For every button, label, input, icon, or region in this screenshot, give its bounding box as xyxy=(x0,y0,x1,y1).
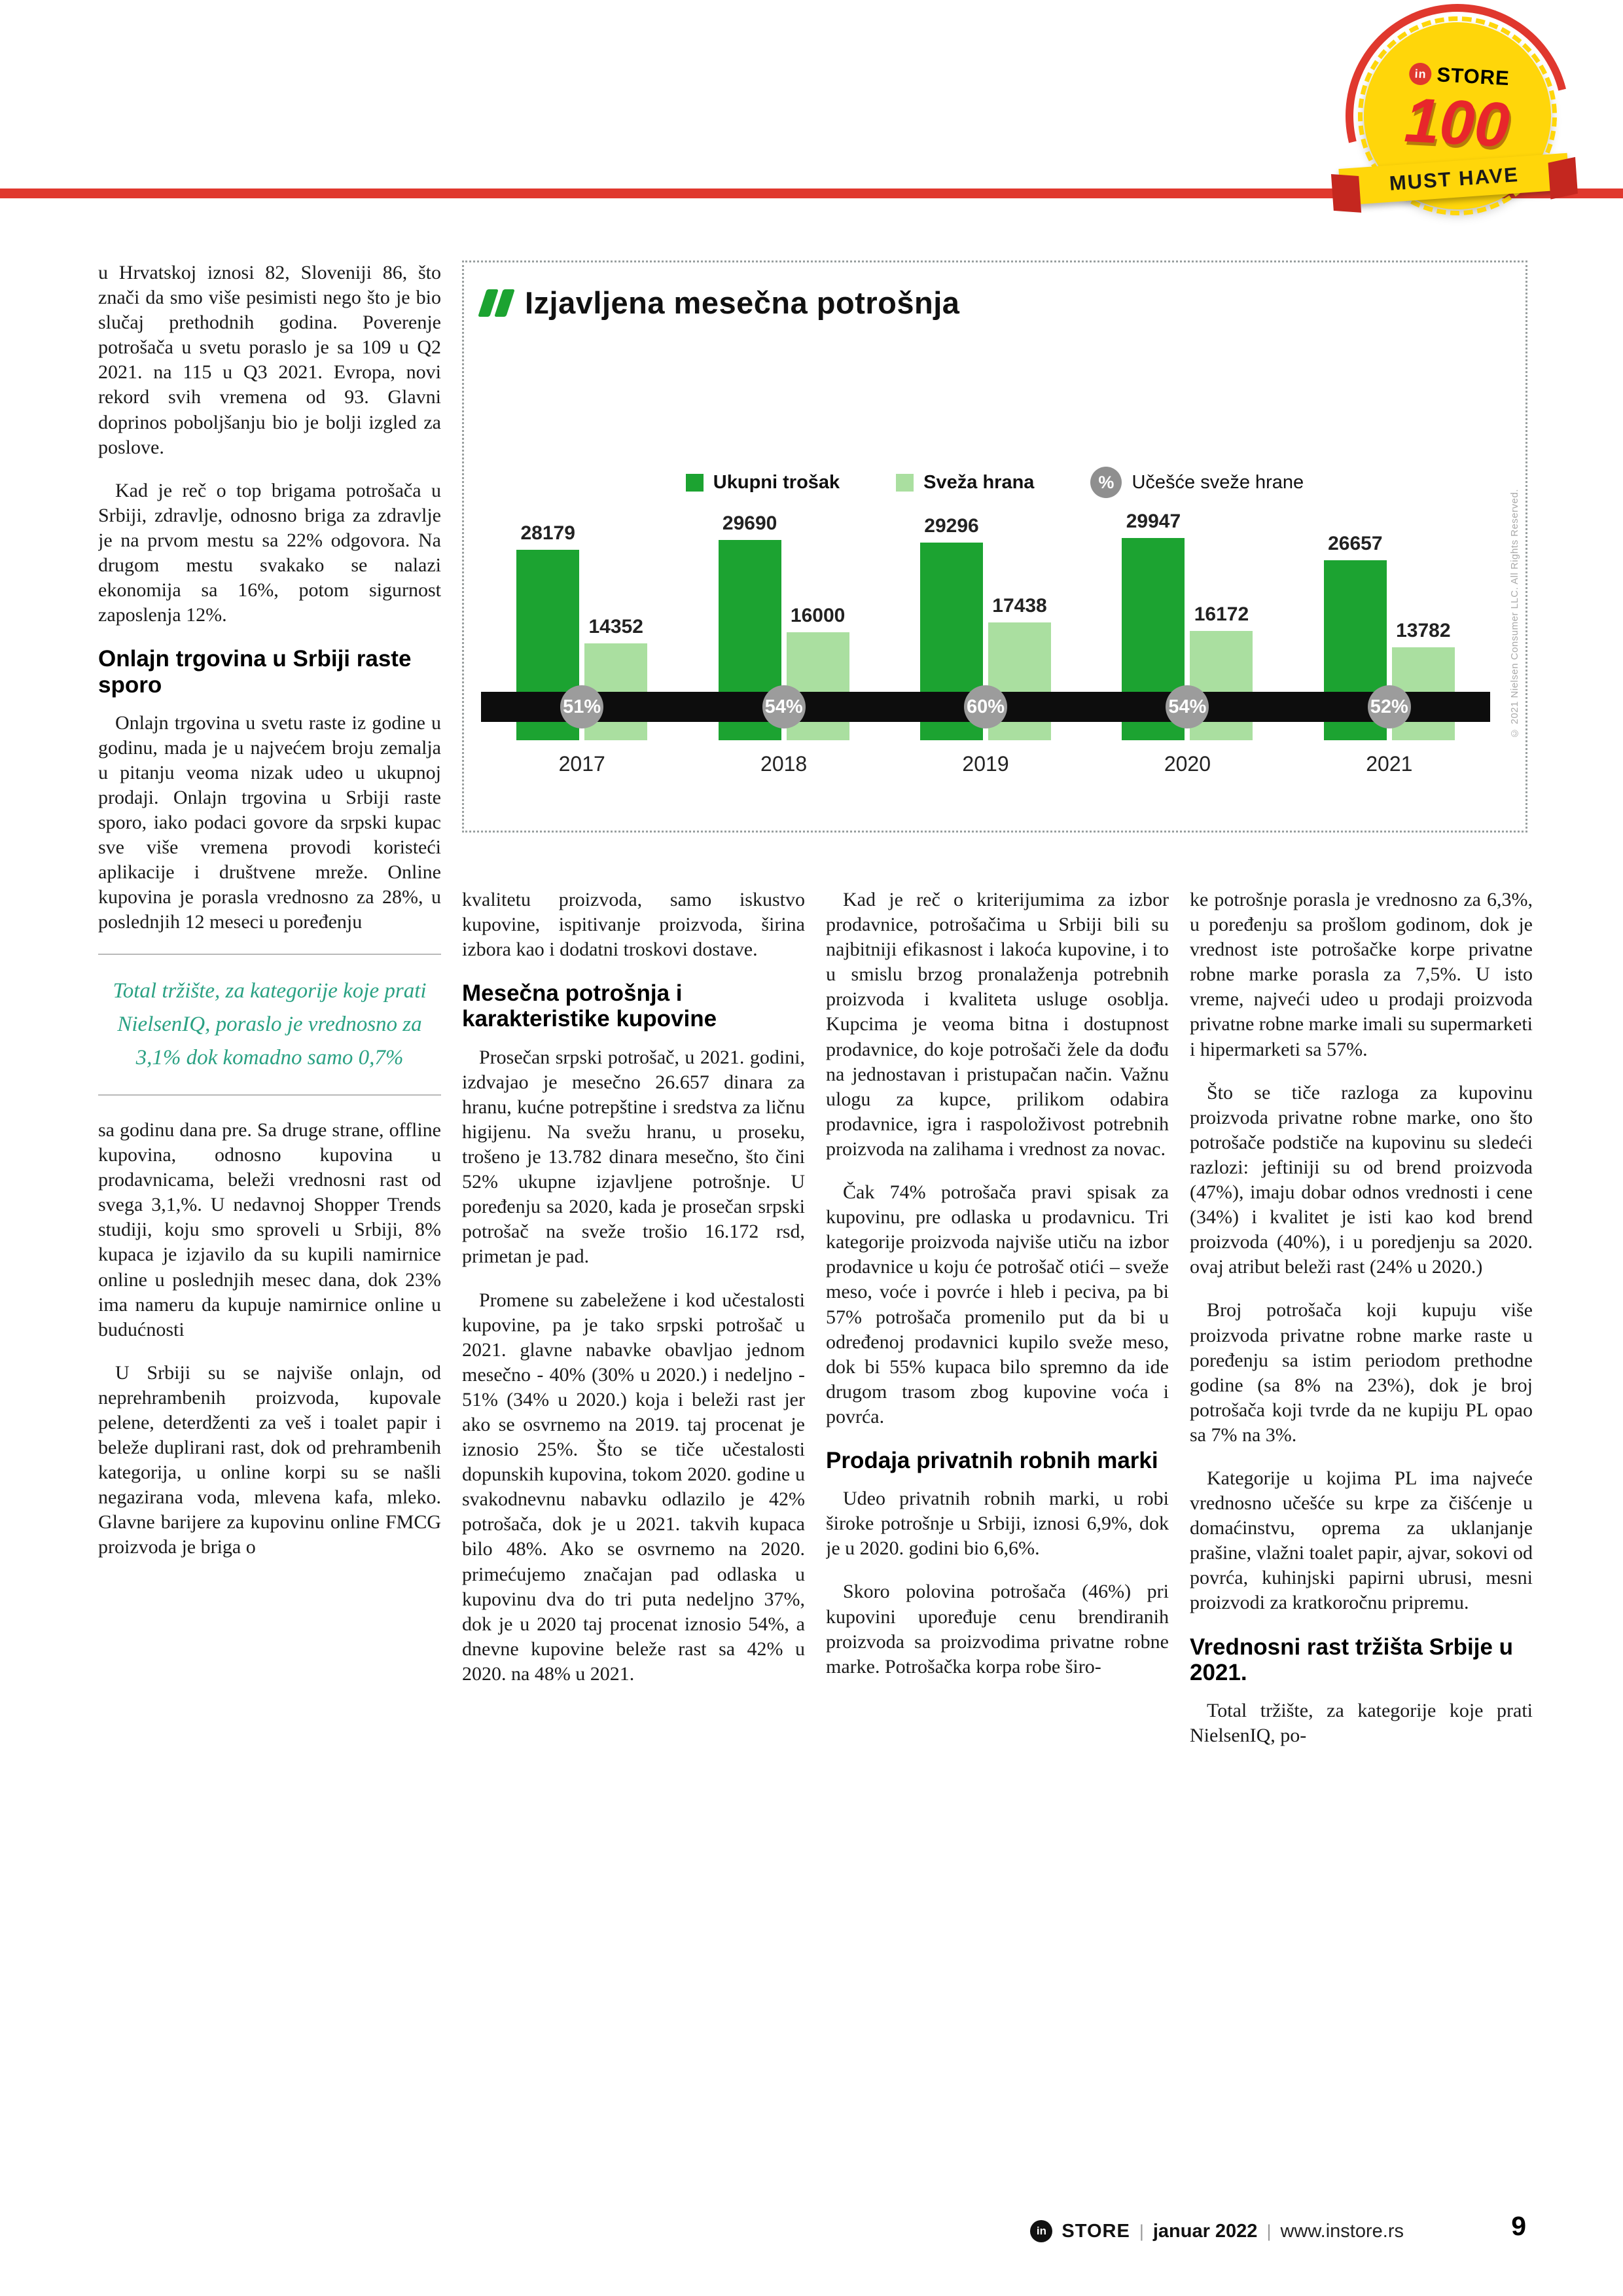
badge-store-label: STORE xyxy=(1436,63,1510,90)
year-label: 2017 xyxy=(558,752,605,776)
chart-credit: © 2021 Nielsen Consumer LLC. All Rights Reserved. xyxy=(1509,489,1520,739)
footer-brand: STORE xyxy=(1061,2220,1130,2242)
bar-value-label: 17438 xyxy=(992,595,1047,617)
paragraph: ke potrošnje porasla je vrednosno za 6,3%, u poređenju sa prošlom godinom, dok je vrednost iste potrošačke korpe privatne robne marke porasla za 7,5%. U isto vreme, najveći udeo u prodaji proizvoda privatne robne marke imali su supermarketi i hipermarketi sa 57%. xyxy=(1190,889,1533,1060)
quote-icon xyxy=(482,289,510,317)
share-percent-circle: 51% xyxy=(560,685,603,728)
legend-swatch-total xyxy=(686,474,704,492)
bar-value-label: 14352 xyxy=(588,616,643,637)
bar-value-label: 29690 xyxy=(722,512,777,534)
share-percent-circle: 54% xyxy=(762,685,806,728)
year-label: 2019 xyxy=(962,752,1009,776)
footer xyxy=(1030,2220,1404,2242)
bar-value-label: 29947 xyxy=(1126,511,1181,532)
bar-value-label: 16172 xyxy=(1194,603,1249,625)
paragraph: Skoro polovina potrošača (46%) pri kupovini upoređuje cenu brendiranih proizvoda sa proizvodima privatne robne marke. Potrošačka korpa robe širo- xyxy=(826,1581,1169,1677)
bar-value-label: 28179 xyxy=(520,522,575,544)
percent-icon: % xyxy=(1090,467,1122,498)
year-label: 2020 xyxy=(1164,752,1211,776)
share-percent-circle: 52% xyxy=(1368,685,1411,728)
legend-label-fresh: Sveža hrana xyxy=(923,471,1035,493)
chart-plot xyxy=(481,511,1490,740)
footer-separator: | xyxy=(1266,2221,1272,2241)
chart-legend xyxy=(464,467,1525,498)
paragraph: U Srbiji su se najviše onlajn, od neprehrambenih proizvoda, kupovale pelene, deterdženti za veš i toalet papir i beleže duplirani rast, dok od prehrambenih kategorija, u online korpi su se našli negazirana voda, mlevena kafa, mleko. Glavne barijere za kupovinu online FMCG proizvoda je briga o xyxy=(98,1361,441,1558)
year-label: 2021 xyxy=(1366,752,1413,776)
paragraph: Udeo privatnih robnih marki, u robi široke potrošnje u Srbiji, iznosi 6,9%, dok je u 2020. godini bio 6,6%. xyxy=(826,1488,1169,1560)
page-number: 9 xyxy=(1511,2211,1526,2241)
paragraph: Prosečan srpski potrošač, u 2021. godini, izdvajao je mesečno 26.657 dinara za hranu, kućne potrepštine i sredstva za ličnu higijenu. Na svežu hranu, u proseku, trošeno je 13.782 dinara mesečno, što čini 52% ukupne izjavljene potrošnje. U poređenju sa 2020, kada je prosečan srpski potrošač na sveže trošio 16.172 rsd, primetan je pad. xyxy=(462,1046,805,1268)
paragraph: Broj potrošača koji kupuju više proizvoda privatne robne marke raste u poređenju sa istim periodom prethodne godine (sa 8% na 23%), dok je broj potrošača koji tvrde da ne kupiju PL opao sa 7% na 3%. xyxy=(1190,1299,1533,1446)
text-column-4 xyxy=(1190,888,1533,2190)
paragraph: Promene su zabeležene i kod učestalosti kupovine, pa je tako srpski potrošač u 2021. glavne nabavke obavljao jednom mesečno - 40% (30% u 2020.) i nedeljno - 51% (34% u 2020.) koja i beleži rast jer ako se osvrnemo na 2019. taj procenat je iznosio 25%. Što se tiče učestalosti dopunskih kupovina, tokom 2020. godine u svakodnevnu nabavku odlazilo je 42% potrošača, dok je u 2021. takvih kupaca bilo 48%. Ako se osvrnemo na 2020. primećujemo značajan pad odlaska u kupovinu dva do tri puta nedeljno 37%, dok je u 2020 taj procenat iznosio 54%, a dnevne kupovine beleže rast sa 42% u 2020. na 48% u 2021. xyxy=(462,1289,805,1685)
chart-title-row xyxy=(482,285,959,321)
bar-value-label: 29296 xyxy=(924,515,979,537)
legend-item-fresh xyxy=(896,472,1034,493)
legend-swatch-fresh xyxy=(896,474,914,492)
legend-label-total: Ukupni trošak xyxy=(713,471,840,493)
chart-title: Izjavljena mesečna potrošnja xyxy=(525,285,960,320)
share-percent-circle: 54% xyxy=(1166,685,1209,728)
paragraph: Kad je reč o top brigama potrošača u Srbiji, zdravlje, odnosno briga za zdravlje je na prvom mestu sa 22% odgovora. Na drugom mestu svakako se nalazi ekonomija sa 16%, potom sigurnost zaposlenja 12%. xyxy=(98,479,441,626)
text-column-2 xyxy=(462,888,805,2190)
footer-separator: | xyxy=(1139,2221,1144,2241)
legend-item-total xyxy=(686,472,840,493)
bar-value-label: 26657 xyxy=(1328,533,1383,554)
section-heading: Mesečna potrošnja i karakteristike kupovine xyxy=(462,980,717,1032)
monthly-spend-chart xyxy=(462,260,1527,833)
badge-ribbon: MUST HAVE xyxy=(1338,153,1569,206)
chart-years xyxy=(481,752,1490,776)
badge-number: 100 xyxy=(1402,84,1512,161)
legend-item-share xyxy=(1090,467,1304,498)
pull-quote: Total tržište, za kategorije koje prati NielsenIQ, poraslo je vrednosno za 3,1% dok komadno samo 0,7% xyxy=(98,954,441,1096)
paragraph: sa godinu dana pre. Sa druge strane, offline kupovina, odnosno kupovina u prodavnicama, beleži vrednosni rast od svega 3,1,%. U nedavnoj Shopper Trends studiji, koju smo sproveli u Srbiji, 8% kupaca je izjavilo da su kupili namirnice online u poslednjih mesec dana, dok 23% ima nameru da kupuje namirnice online u budućnosti xyxy=(98,1119,441,1340)
paragraph: Total tržište, za kategorije koje prati NielsenIQ, po- xyxy=(1190,1699,1533,1746)
bar-value-label: 13782 xyxy=(1396,620,1451,641)
section-heading: Vrednosni rast tržišta Srbije u 2021. xyxy=(1190,1634,1514,1685)
paragraph: Što se tiče razloga za kupovinu proizvoda privatne robne marke, ono što potrošače podstiče na kupovinu su sledeći razlozi: jeftiniji su od brend proizvoda (47%), imaju dobar odnos vrednosti i cene (34%) i kvalitet je isti kao kod brend proizvoda (40%), i u poredjenju sa 2020. ovaj atribut beleži rast (24% u 2020.) xyxy=(1190,1081,1533,1278)
in-logo-icon: in xyxy=(1409,62,1433,86)
footer-in-logo-icon: in xyxy=(1030,2220,1052,2242)
year-label: 2018 xyxy=(760,752,808,776)
paragraph: Kad je reč o kriterijumima za izbor prodavnice, potrošačima u Srbiji bili su najbitniji efikasnost i lakoća kupovine, i to u smislu brzog pronalaženja potrebnih proizvoda i kvaliteta usluge osoblja. Kupcima je veoma bitna i dostupnost prodavnice, do koje potrošači žele da dođu na jednostavan i pristupačan način. Važnu ulogu za kupce, prilikom odabira prodavnice, igra i raspoloživost potrebnih proizvoda na zalihama i vrednost za novac. xyxy=(826,889,1169,1160)
section-heading: Onlajn trgovina u Srbiji raste sporo xyxy=(98,646,412,698)
paragraph: Onlajn trgovina u svetu raste iz godine u godinu, mada je u najvećem broju zemalja u pitanju veoma nizak udeo u ukupnoj prodaji. Onlajn trgovina u Srbiji raste sporo, iako podaci govore da srpski kupac sve više vremena provodi koristeći aplikacije i društvene mreže. Online kupovina je porasla vrednosno za 28%, u poslednjih 12 meseci u poređenju xyxy=(98,711,441,933)
paragraph: Čak 74% potrošača pravi spisak za kupovinu, pre odlaska u prodavnicu. Tri kategorije proizvoda najviše utiču na izbor prodavnice u koju će potrošač otići – sveže meso, voće i povrće i hleb i peciva, pa bi 57% potrošača promenilo put da bi u određenoj prodavnici kupilo sveže meso, dok bi 55% kupaca bilo spremno da ide drugom trasom zbog kupovine voća i povrća. xyxy=(826,1181,1169,1427)
paragraph: Kategorije u kojima PL ima najveće vrednosno učešće su krpe za čišćenje u domaćinstvu, oprema za uklanjanje prašine, vlažni toalet papir, ajvar, sokovi od povrća, kuhinjski papirni ubrusi, mesni proizvodi za kratkoročnu pripremu. xyxy=(1190,1467,1533,1614)
instore-100-must-have-badge xyxy=(1351,9,1564,223)
paragraph: u Hrvatskoj iznosi 82, Sloveniji 86, što znači da smo više pesimisti nego što je bio slučaj prethodnih godina. Poverenje potrošača u svetu poraslo je sa 109 u Q2 2021. na 115 u Q3 2021. Evropa, novi rekord svih vremena od 93. Glavni doprinos poboljšanju bio je bolji izgled za poslove. xyxy=(98,262,441,458)
badge-store-logo xyxy=(1409,62,1510,90)
paragraph: kvalitetu proizvoda, samo iskustvo kupovine, ispitivanje proizvoda, širina izbora kao i dodatni troskovi dostave. xyxy=(462,889,805,961)
share-percent-circle: 60% xyxy=(964,685,1007,728)
section-heading: Prodaja privatnih robnih marki xyxy=(826,1447,1158,1473)
bar-value-label: 16000 xyxy=(790,605,846,626)
text-column-1 xyxy=(98,260,441,2185)
footer-url: www.instore.rs xyxy=(1280,2220,1404,2242)
text-column-3 xyxy=(826,888,1169,2190)
legend-label-share: Učešće sveže hrane xyxy=(1132,471,1304,493)
footer-date: januar 2022 xyxy=(1152,2220,1258,2242)
